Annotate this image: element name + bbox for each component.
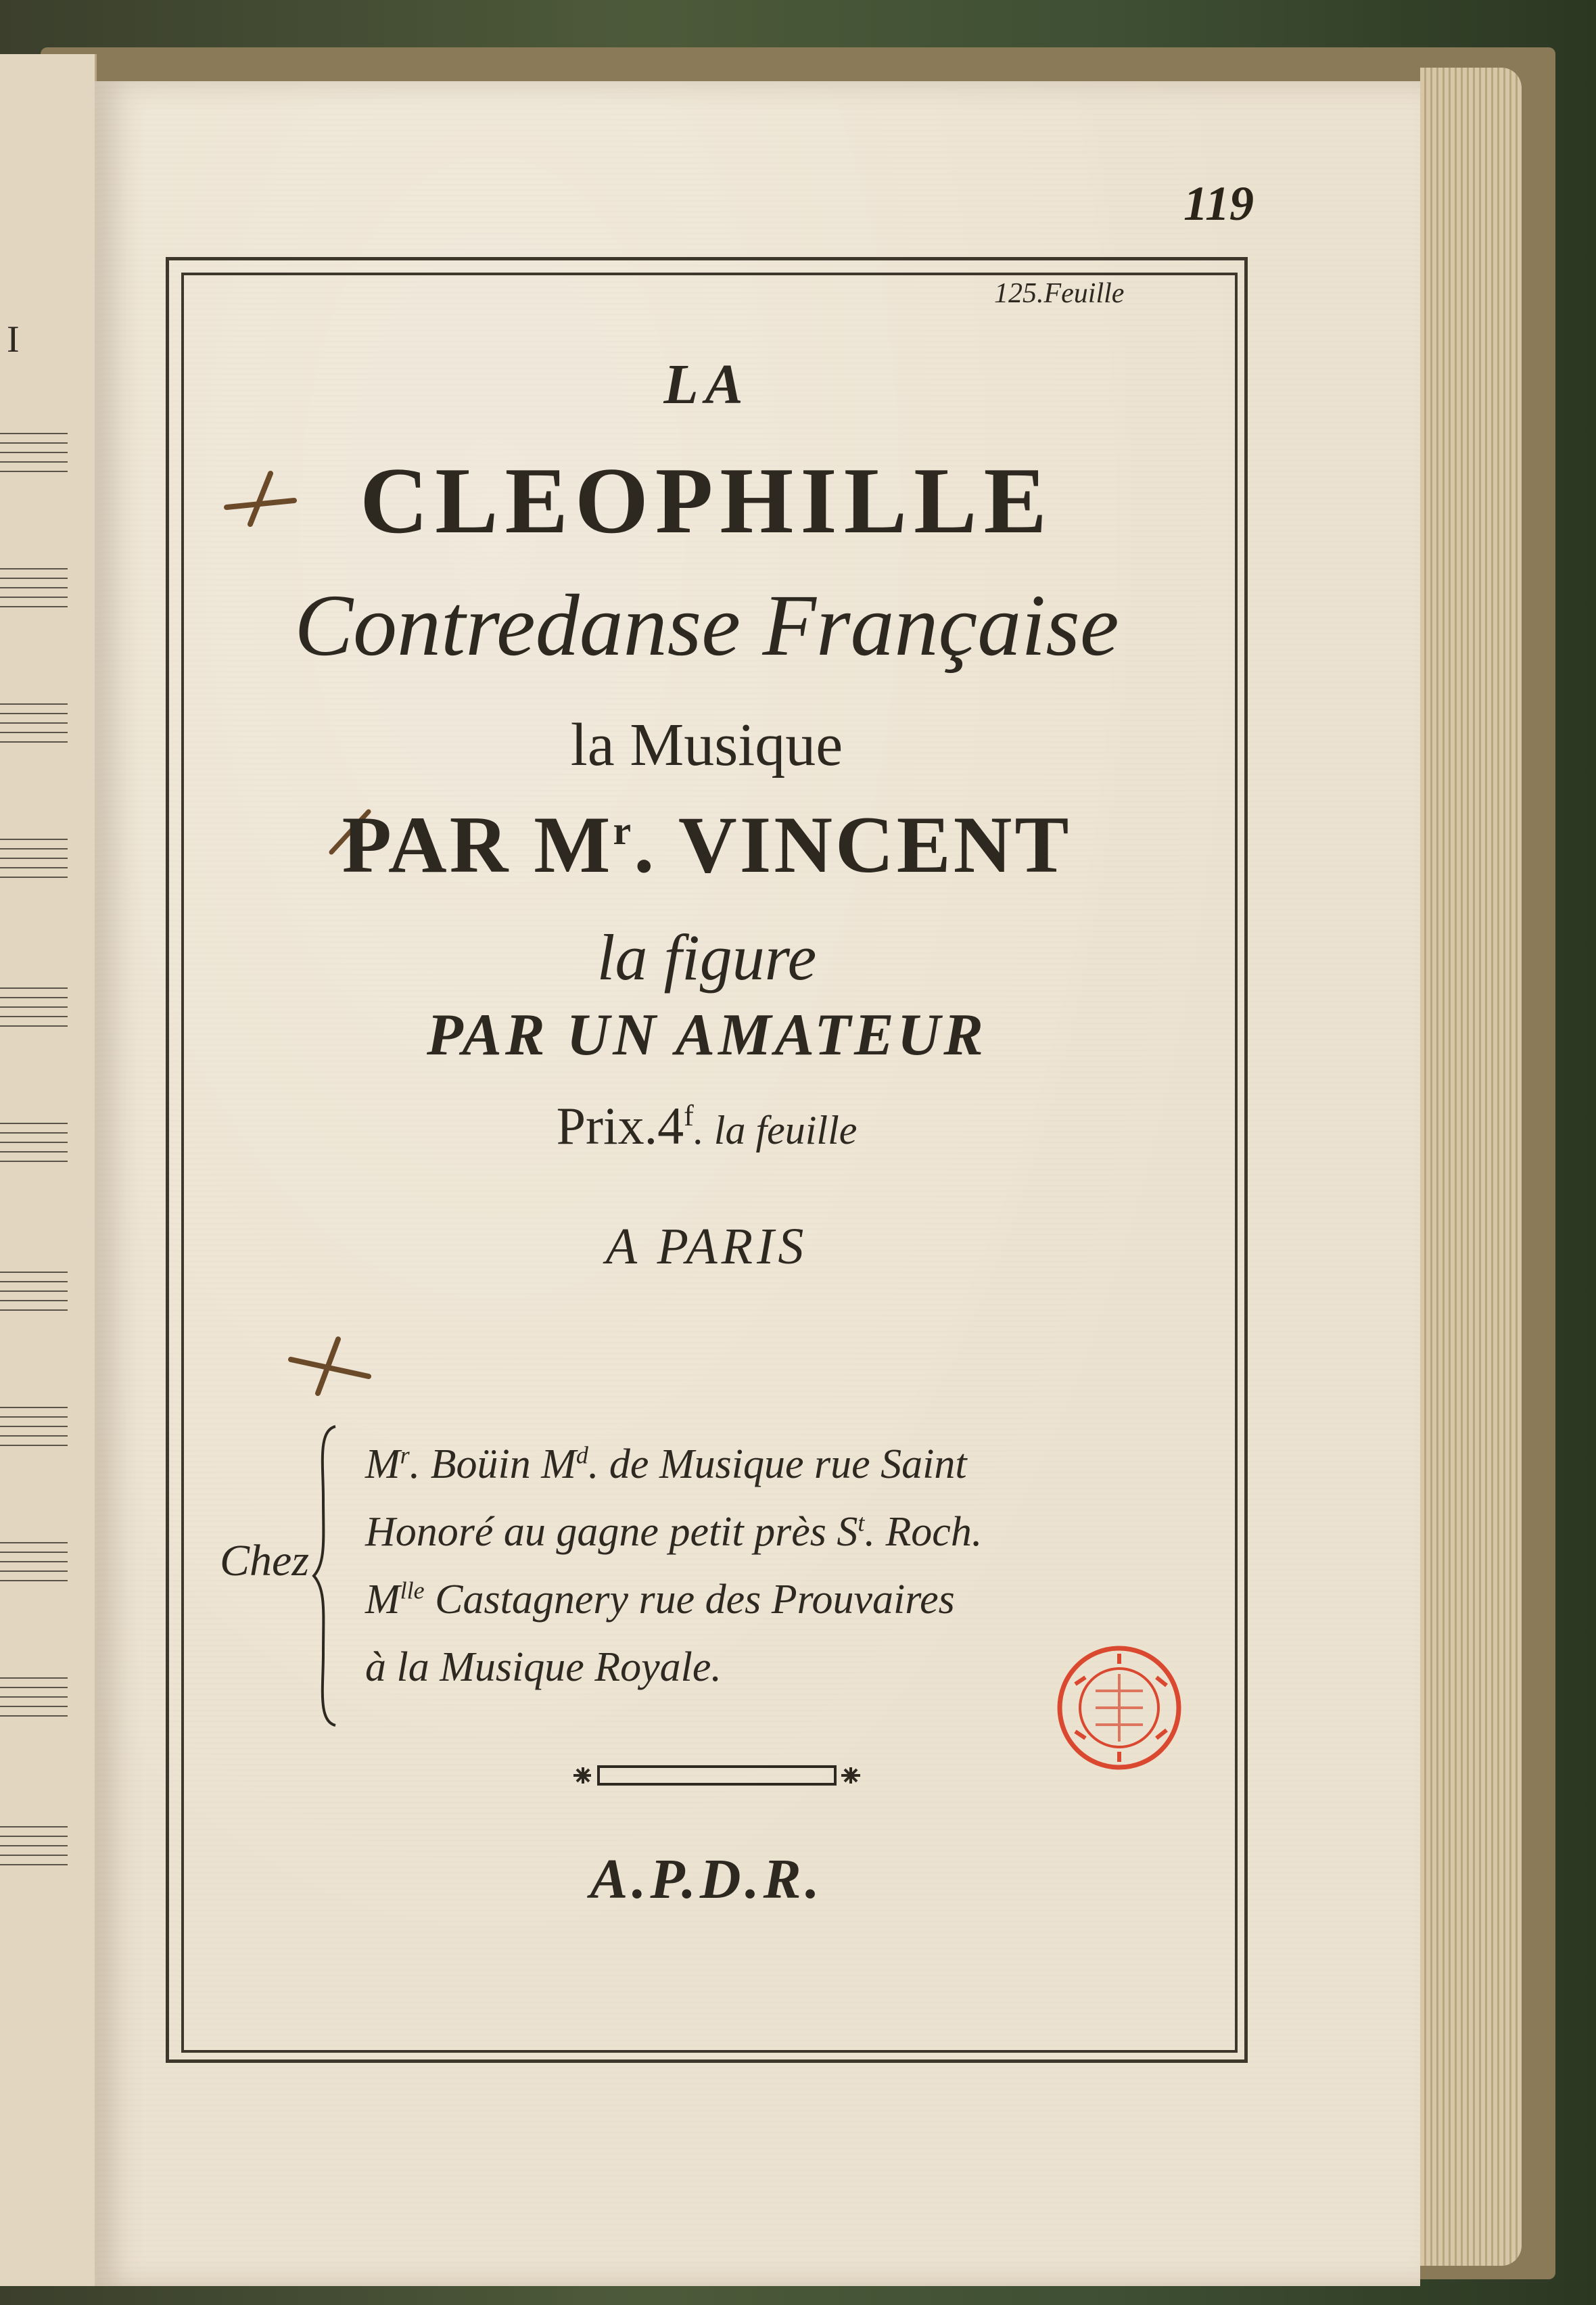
publisher-line-1-sup2: d (576, 1441, 588, 1469)
composer-sup: r (613, 808, 634, 853)
publisher-line-1-a: M (365, 1441, 400, 1487)
curly-brace (311, 1424, 338, 1728)
publisher-line-2-b: . Roch. (864, 1509, 983, 1555)
publisher-line-1-c: . de Musique rue Saint (588, 1441, 967, 1487)
music-staff (0, 1272, 68, 1319)
music-staff (0, 1123, 68, 1170)
work-subtitle: Contredanse Française (294, 577, 1119, 674)
title-page (95, 81, 1420, 2286)
music-line: la Musique (570, 712, 843, 778)
publisher-line-2 (365, 1508, 982, 1556)
publisher-line-3 (365, 1576, 955, 1624)
music-staff (0, 1826, 68, 1873)
music-staff (0, 568, 68, 615)
publisher-line-2-a: Honoré au gagne petit près S (365, 1509, 858, 1555)
page-stack-edge (1420, 68, 1522, 2266)
privilege-mark: A.P.D.R. (590, 1848, 824, 1911)
music-staff (0, 1677, 68, 1725)
music-staff (0, 987, 68, 1035)
music-staff (0, 433, 68, 480)
page-number: 119 (1183, 177, 1254, 231)
composer-prefix: PAR M (342, 799, 613, 889)
publisher-line-3-a: M (365, 1577, 400, 1623)
figure-author: PAR UN AMATEUR (427, 1002, 987, 1068)
publisher-line-1-b: . Boüin M (409, 1441, 576, 1487)
title-article: LA (663, 353, 750, 416)
price-suffix: . la feuille (693, 1108, 858, 1152)
feuille-label: 125.Feuille (994, 278, 1125, 309)
music-staff (0, 1407, 68, 1454)
price-prefix: Prix.4 (556, 1096, 684, 1155)
music-staff (0, 839, 68, 886)
composer-name: . VINCENT (634, 799, 1072, 889)
publisher-line-3-b: Castagnery rue des Prouvaires (424, 1577, 955, 1623)
library-stamp (1055, 1644, 1183, 1772)
music-staff (0, 1542, 68, 1589)
publisher-line-1 (365, 1441, 967, 1489)
price-sup: f (684, 1099, 694, 1132)
publisher-line-4: à la Musique Royale. (365, 1644, 722, 1690)
publisher-line-2-sup: t (858, 1509, 865, 1537)
price-line (181, 1096, 1232, 1157)
brown-cross-mark (284, 1332, 372, 1400)
left-facing-page (0, 54, 97, 2286)
chez-label: Chez (220, 1536, 309, 1585)
city-line: A PARIS (605, 1218, 808, 1275)
music-staff (0, 703, 68, 751)
ornamental-rule (568, 1752, 866, 1799)
publisher-line-3-sup: lle (400, 1577, 425, 1604)
publisher-line-1-sup1: r (400, 1441, 410, 1469)
composer-line (181, 798, 1232, 891)
left-page-roman-fragment: I (7, 319, 20, 360)
work-title: CLEOPHILLE (360, 448, 1054, 553)
figure-line: la figure (596, 921, 817, 994)
